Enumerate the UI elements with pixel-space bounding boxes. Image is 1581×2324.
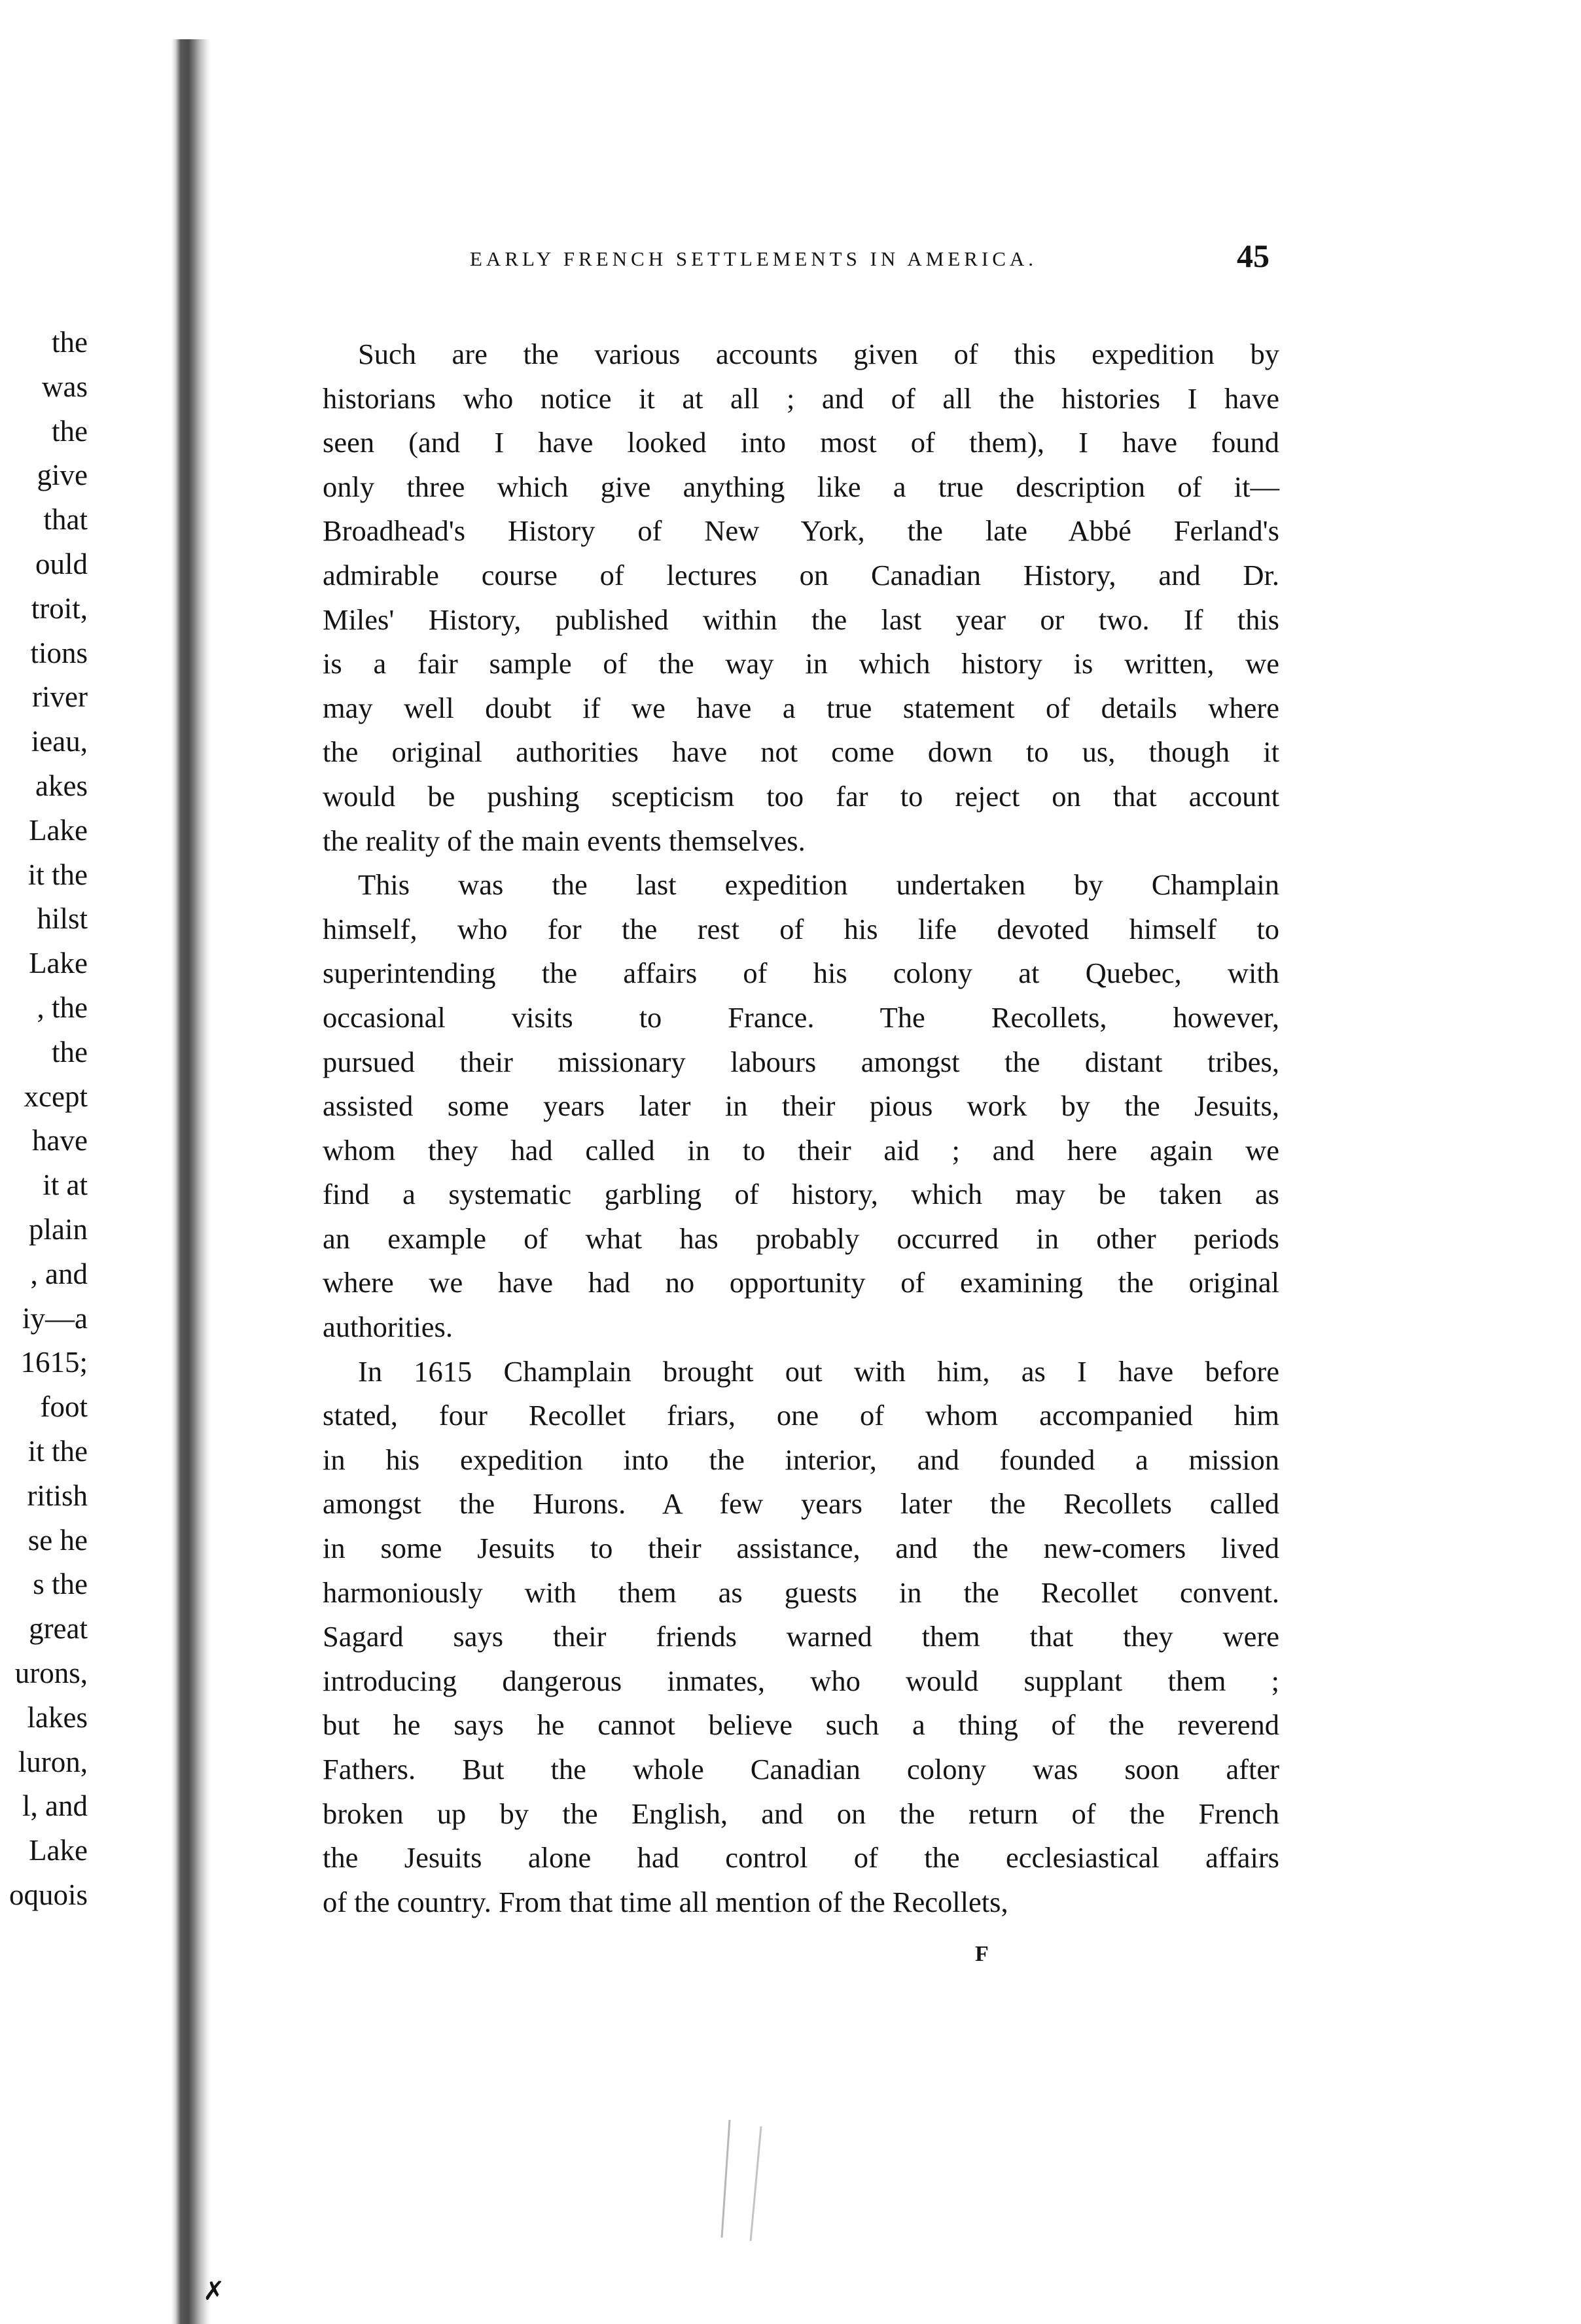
facing-line: it the [27, 1434, 88, 1468]
text-line: in his expedition into the interior, and founded a mission [323, 1443, 1279, 1476]
facing-line: troit, [31, 591, 88, 625]
facing-line: oquois [9, 1878, 88, 1911]
facing-line: hilst [37, 902, 88, 936]
facing-line: the [52, 414, 88, 448]
facing-line: l, and [22, 1789, 88, 1823]
text-line: find a systematic garbling of history, which may be taken as [323, 1178, 1279, 1211]
facing-line: urons, [14, 1656, 88, 1689]
text-line: but he says he cannot believe such a thing of the reverend [323, 1708, 1279, 1742]
text-line: would be pushing scepticism too far to reject on that account [323, 779, 1279, 813]
pencil-mark [710, 2113, 789, 2244]
text-line: is a fair sample of the way in which history is written, we [323, 647, 1279, 680]
text-line: authorities. [323, 1311, 453, 1344]
facing-line: was [42, 370, 88, 403]
binding-gutter [171, 0, 211, 2324]
facing-line: lakes [27, 1700, 88, 1734]
facing-line: have [32, 1124, 88, 1157]
text-line: the Jesuits alone had control of the ecclesiastical affairs [323, 1841, 1279, 1875]
text-line: stated, four Recollet friars, one of whom accompanied him [323, 1399, 1279, 1432]
text-line: whom they had called in to their aid ; and here again we [323, 1133, 1279, 1167]
text-line: of the country. From that time all mention of the Recollets, [323, 1885, 1008, 1918]
text-line: historians who notice it at all ; and of all the histories I have [323, 381, 1279, 415]
text-line: In 1615 Champlain brought out with him, as I have before [358, 1354, 1279, 1388]
facing-line: it at [43, 1169, 88, 1202]
facing-line: ieau, [31, 725, 88, 758]
page-number: 45 [1237, 238, 1270, 274]
text-line: admirable course of lectures on Canadian History, and Dr. [323, 558, 1279, 591]
text-line: This was the last expedition undertaken by Champlain [358, 868, 1279, 902]
facing-line: luron, [18, 1745, 88, 1778]
facing-line: ould [35, 547, 88, 580]
text-line: the reality of the main events themselves. [323, 824, 806, 857]
text-line: assisted some years later in their pious work by the Jesuits, [323, 1089, 1279, 1123]
text-line: Sagard says their friends warned them that they were [323, 1620, 1279, 1653]
facing-line: the [52, 1035, 88, 1068]
text-line: Broadhead's History of New York, the late Abbé Ferland's [323, 514, 1279, 548]
facing-line: 1615; [20, 1346, 88, 1379]
bottom-speck: ✗ [203, 2276, 225, 2306]
running-title: EARLY FRENCH SETTLEMENTS IN AMERICA. [470, 247, 1038, 270]
text-line: introducing dangerous inmates, who would supplant them ; [323, 1664, 1279, 1697]
facing-line: plain [29, 1212, 88, 1246]
facing-line: Lake [29, 1834, 88, 1867]
facing-line: foot [40, 1390, 88, 1424]
facing-page-text [9, 321, 88, 1918]
facing-line: tions [30, 636, 88, 669]
text-line: pursued their missionary labours amongst the distant tribes, [323, 1045, 1279, 1078]
facing-page-fragment [0, 0, 171, 2324]
text-line: harmoniously with them as guests in the Recollet convent. [323, 1576, 1279, 1609]
text-line: broken up by the English, and on the return of the French [323, 1797, 1279, 1830]
facing-line: give [37, 459, 88, 492]
text-line: Miles' History, published within the last year or two. If this [323, 603, 1279, 636]
gutter-top [171, 0, 211, 39]
body-text [323, 332, 1279, 1924]
text-line: the original authorities have not come down to us, though it [323, 735, 1279, 769]
paragraph [323, 1350, 1279, 1925]
text-line: seen (and I have looked into most of them), I have found [323, 426, 1279, 459]
text-line: only three which give anything like a true description of it— [323, 470, 1279, 503]
paragraph [323, 863, 1279, 1350]
facing-line: great [29, 1612, 88, 1646]
facing-line: s the [33, 1568, 88, 1601]
paragraph [323, 332, 1279, 863]
facing-line: the [52, 326, 88, 359]
text-line: himself, who for the rest of his life devoted himself to [323, 912, 1279, 945]
running-header [458, 237, 1270, 276]
facing-line: se he [27, 1523, 88, 1557]
facing-line: ritish [27, 1479, 88, 1512]
facing-line: akes [35, 769, 88, 802]
text-line: Such are the various accounts given of this expedition by [358, 338, 1279, 370]
text-line: where we have had no opportunity of examining the original [323, 1266, 1279, 1299]
text-line: may well doubt if we have a true statement of details where [323, 691, 1279, 724]
text-line: an example of what has probably occurred in other periods [323, 1222, 1279, 1255]
facing-line: Lake [29, 813, 88, 847]
text-line: superintending the affairs of his colony at Quebec, with [323, 957, 1279, 990]
facing-line: it the [27, 858, 88, 891]
text-line: in some Jesuits to their assistance, and the new-comers lived [323, 1532, 1279, 1565]
text-line: amongst the Hurons. A few years later the Recollets called [323, 1487, 1279, 1521]
facing-line: iy—a [22, 1301, 88, 1335]
facing-line: that [43, 503, 88, 537]
text-line: Fathers. But the whole Canadian colony was soon after [323, 1753, 1279, 1786]
facing-line: xcept [24, 1080, 88, 1113]
facing-line: river [32, 680, 88, 714]
facing-line: , the [37, 991, 88, 1024]
facing-line: , and [30, 1257, 88, 1290]
facing-line: Lake [29, 947, 88, 980]
text-line: occasional visits to France. The Recollets, however, [323, 1000, 1279, 1034]
signature-mark: F [975, 1942, 989, 1966]
